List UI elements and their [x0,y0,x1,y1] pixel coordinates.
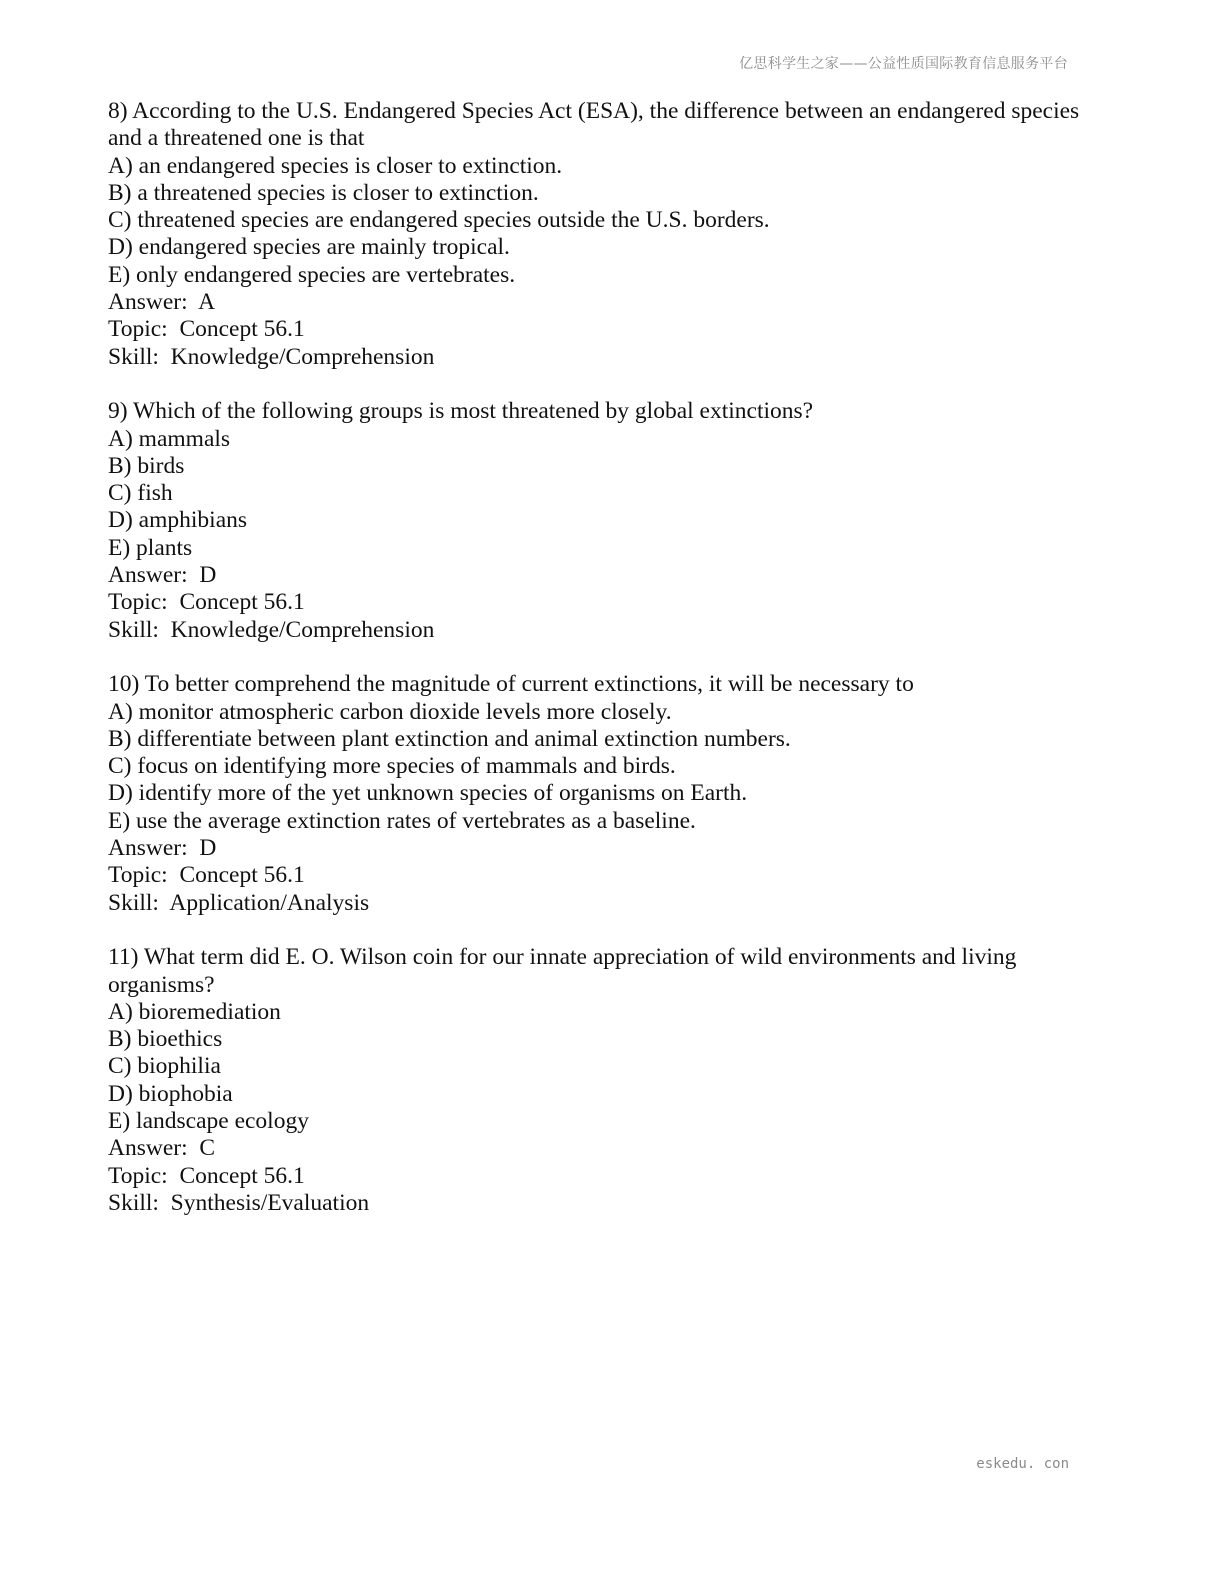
option-b: B) differentiate between plant extinction and animal extinction numbers. [108,725,791,752]
topic-line: Topic: Concept 56.1 [108,316,305,343]
option-d: D) amphibians [108,507,248,534]
option-b: B) a threatened species is closer to extinction. [108,179,539,206]
option-e: E) use the average extinction rates of vertebrates as a baseline. [108,807,696,834]
answer-line: Answer: D [108,562,217,589]
option-a: A) mammals [108,425,231,452]
option-b: B) bioethics [108,1026,223,1053]
question-9 [108,398,1108,644]
skill-line: Skill: Synthesis/Evaluation [108,1189,370,1216]
skill-line: Skill: Knowledge/Comprehension [108,343,435,370]
answer-line: Answer: C [108,1135,216,1162]
answer-line: Answer: D [108,835,217,862]
option-b: B) birds [108,452,185,479]
option-a: A) an endangered species is closer to extinction. [108,152,563,179]
option-a: A) bioremediation [108,998,281,1025]
option-e: E) landscape ecology [108,1107,309,1134]
question-stem: 8) According to the U.S. Endangered Species Act (ESA), the difference between an endangered species and a threatened one is that [108,98,1086,152]
topic-line: Topic: Concept 56.1 [108,1162,305,1189]
question-stem: 10) To better comprehend the magnitude of current extinctions, it will be necessary to [108,671,914,698]
option-c: C) threatened species are endangered species outside the U.S. borders. [108,207,770,234]
question-stem: 9) Which of the following groups is most threatened by global extinctions? [108,398,814,425]
topic-line: Topic: Concept 56.1 [108,862,305,889]
question-8 [108,98,1108,371]
option-c: C) fish [108,480,173,507]
topic-line: Topic: Concept 56.1 [108,589,305,616]
question-11 [108,944,1108,1217]
option-d: D) identify more of the yet unknown species of organisms on Earth. [108,780,748,807]
answer-line: Answer: A [108,289,216,316]
page-footer-watermark: eskedu. con [976,1456,1069,1472]
option-e: E) only endangered species are vertebrates. [108,261,516,288]
option-d: D) endangered species are mainly tropical. [108,234,510,261]
option-d: D) biophobia [108,1080,233,1107]
option-c: C) focus on identifying more species of mammals and birds. [108,753,676,780]
option-c: C) biophilia [108,1053,221,1080]
skill-line: Skill: Application/Analysis [108,889,370,916]
question-list [108,98,1108,1244]
question-stem: 11) What term did E. O. Wilson coin for our innate appreciation of wild environments and living organisms? [108,944,1023,998]
page-header-watermark: 亿思科学生之家——公益性质国际教育信息服务平台 [739,56,1068,72]
skill-line: Skill: Knowledge/Comprehension [108,616,435,643]
option-e: E) plants [108,534,193,561]
question-10 [108,671,1108,917]
option-a: A) monitor atmospheric carbon dioxide levels more closely. [108,698,672,725]
